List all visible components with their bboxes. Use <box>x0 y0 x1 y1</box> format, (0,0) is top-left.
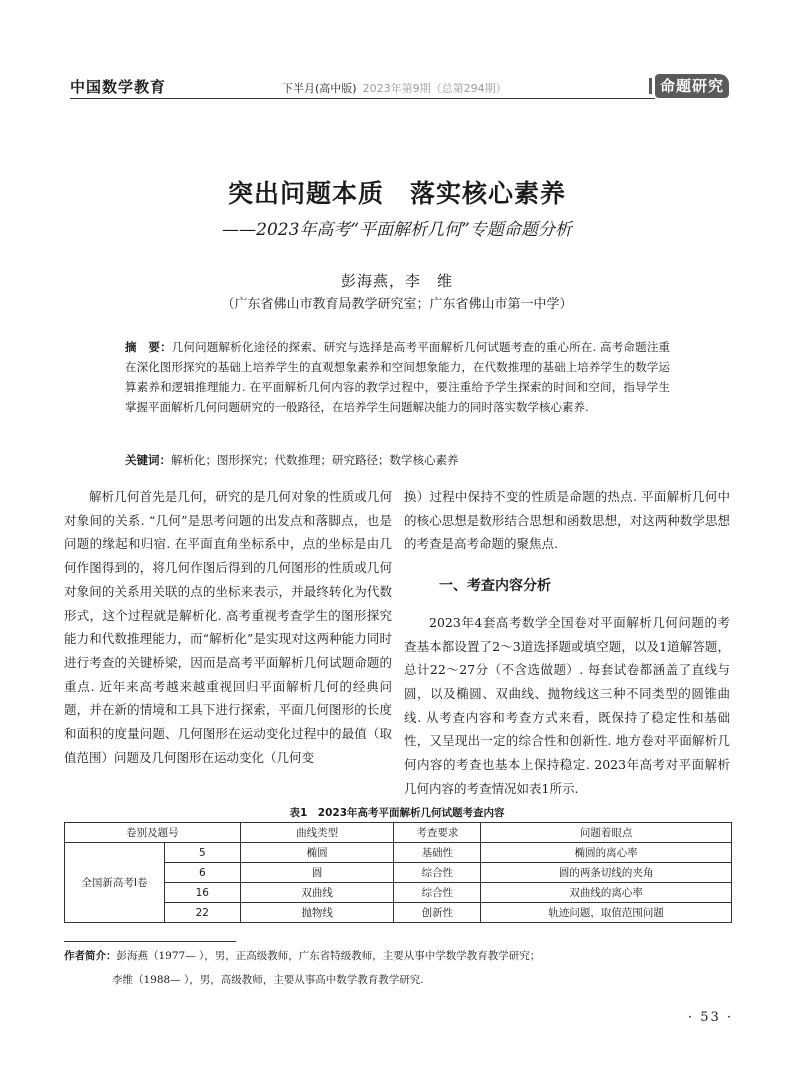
keywords-text: 解析化；图形探究；代数推理；研究路径；数学核心素养 <box>171 453 459 467</box>
table-cell: 22 <box>164 903 240 923</box>
page-number: · 53 · <box>688 1010 734 1025</box>
author-note-line2: 李维（1988— ），男，高级教师，主要从事高中数学教育教学研究. <box>112 974 424 986</box>
table-cell: 双曲线 <box>240 883 394 903</box>
table-cell: 双曲线的离心率 <box>481 883 732 903</box>
abstract-label: 摘 要： <box>125 340 172 354</box>
header-rule <box>70 98 655 99</box>
table-group-label: 全国新高考Ⅰ卷 <box>65 843 165 923</box>
table-cell: 椭圆的离心率 <box>481 843 732 863</box>
abstract <box>125 337 670 417</box>
table-header-cell: 曲线类型 <box>240 823 394 843</box>
article-subtitle: ——2023年高考“平面解析几何”专题命题分析 <box>222 220 572 240</box>
table-row <box>65 843 732 863</box>
table-cell: 6 <box>164 863 240 883</box>
section-tag: 命题研究 <box>655 74 729 98</box>
table-cell: 轨迹问题，取值范围问题 <box>481 903 732 923</box>
body-left-column: 解析几何首先是几何，研究的是几何对象的性质或几何对象间的关系. “几何”是思考问题的出发点和落脚点，也是问题的缘起和归宿. 在平面直角坐标系中，点的坐标是由几何作图得到的，将几何作图后得到的几何图形的性质或几何对象间的关系用关联的点的坐标来表示，并最终转化为代数形式，这个过程就是解析化. 高考重视考查学生的图形探究能力和代数推理能力，而“解析化”是实现对这两种能力同时进行考查的关键桥梁，因而是高考平面解析几何试题命题的重点. 近年来高考越来越重视回归平面解析几何的经典问题，并在新的情境和工具下进行探索，平面几何图形的长度和面积的度量问题、几何图形在运动变化过程中的最值（取值范围）问题及几何图形在运动变化（几何变 <box>64 489 392 765</box>
article-authors: 彭海燕，李 维 <box>340 272 453 290</box>
table-header-cell: 问题着眼点 <box>481 823 732 843</box>
table-caption: 表1 2023年高考平面解析几何试题考查内容 <box>289 807 505 819</box>
table-cell: 基础性 <box>394 843 481 863</box>
table-cell: 圆 <box>240 863 394 883</box>
table-cell: 圆的两条切线的夹角 <box>481 863 732 883</box>
table-header-cell: 考查要求 <box>394 823 481 843</box>
article-title: 突出问题本质 落实核心素养 <box>227 179 566 208</box>
article-affiliation: （广东省佛山市教育局教学研究室；广东省佛山市第一中学） <box>221 297 573 312</box>
body-right-column <box>404 485 730 800</box>
journal-logo: 中国数学教育 <box>70 78 167 96</box>
abstract-text: 几何问题解析化途径的探索、研究与选择是高考平面解析几何试题考查的重心所在. 高考命题注重在深化图形探究的基础上培养学生的直观想象素养和空间想象能力，在代数推理的基础上培养学生的数学运算素养和逻辑推理能力. 在平面解析几何内容的教学过程中，要注重给予学生探索的时间和空间，指导学生掌握平面解析几何问题研究的一般路径，在培养学生问题解决能力的同时落实数学核心素养. <box>125 340 671 414</box>
table-cell: 5 <box>164 843 240 863</box>
keywords <box>125 452 685 468</box>
table-cell: 综合性 <box>394 863 481 883</box>
author-note-line1: 彭海燕（1977— ），男，正高级教师，广东省特级教师，主要从事中学数学教育教学研究； <box>116 950 541 962</box>
table-header-cell: 卷别及题号 <box>65 823 241 843</box>
table-cell: 抛物线 <box>240 903 394 923</box>
author-note-label: 作者简介： <box>64 950 117 962</box>
body-paragraph: 2023年4套高考数学全国卷对平面解析几何问题的考查基本都设置了2～3道选择题或填空题，以及1道解答题，总计22～27分（不含选做题）. 每套试卷都涵盖了直线与圆，以及椭圆、双曲线、抛物线这三种不同类型的圆锥曲线. 从考查内容和考查方式来看，既保持了稳定性和基础性，又呈现出一定的综合性和创新性. 地方卷对平面解析几何内容的考查也基本上保持稳定. 2023年高考对平面解析几何内容的考查情况如表1所示. <box>404 614 730 796</box>
table-header-row <box>65 823 732 843</box>
table-row <box>65 883 732 903</box>
keywords-label: 关键词： <box>125 453 171 467</box>
section-heading: 一、考查内容分析 <box>439 578 551 595</box>
table-row <box>65 903 732 923</box>
issue-info <box>282 80 507 96</box>
table-cell: 16 <box>164 883 240 903</box>
footnote-rule <box>64 941 236 942</box>
continuation-paragraph: 换）过程中保持不变的性质是命题的热点. 平面解析几何中的核心思想是数形结合思想和函数思想，对这两种数学思想的考查是高考命题的聚焦点. <box>404 489 730 552</box>
content-table <box>64 822 732 923</box>
author-note <box>64 946 540 966</box>
table-cell: 综合性 <box>394 883 481 903</box>
issue-edition: 下半月(高中版) <box>282 82 357 95</box>
issue-year: 2023年第9期（总第294期） <box>362 82 507 95</box>
table-row <box>65 863 732 883</box>
table-cell: 创新性 <box>394 903 481 923</box>
table-cell: 椭圆 <box>240 843 394 863</box>
